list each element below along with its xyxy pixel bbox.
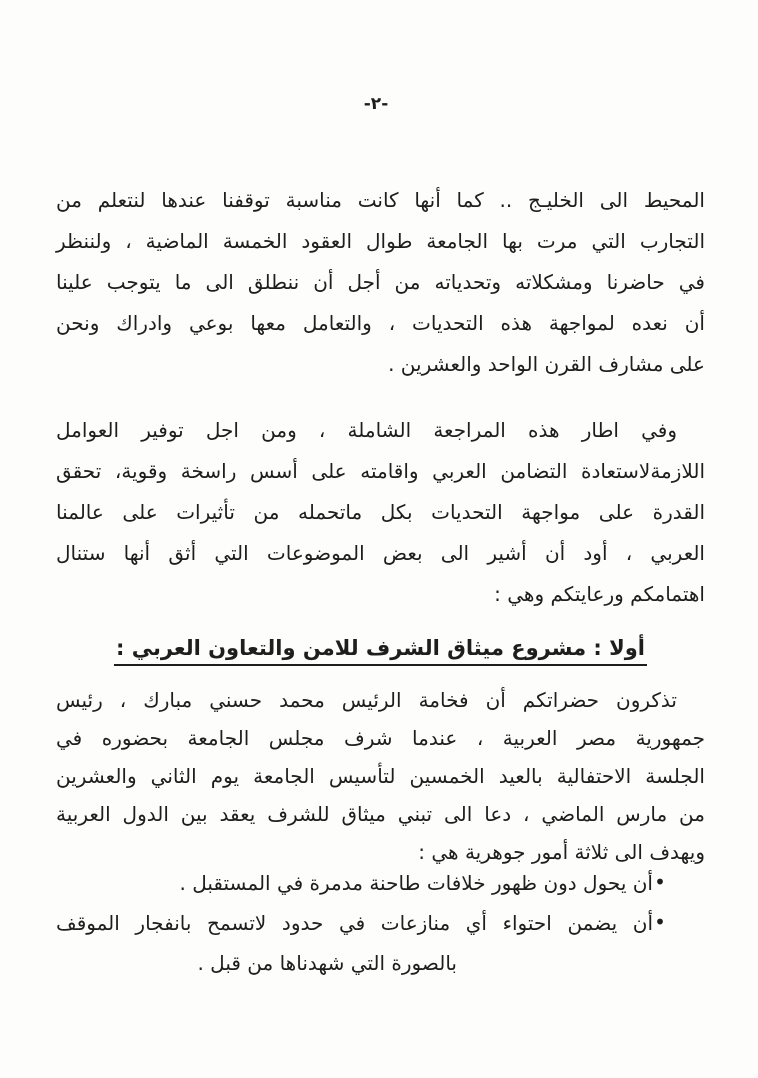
text-line: المحيط الى الخليـج .. كما أنها كانت مناسبة توقفنا عندها لنتعلم من xyxy=(56,188,705,212)
bullet-dot-icon: • xyxy=(654,870,666,894)
page-number: -٢- xyxy=(363,94,389,114)
text-line: ويهدف الى ثلاثة أمور جوهرية هي : xyxy=(418,840,705,864)
bullet-text: أن يضمن احتواء أي منازعات في حدود لاتسمح بانفجار الموقف xyxy=(56,911,653,935)
text-line: من مارس الماضي ، دعا الى تبني ميثاق للشرف يعقد بين الدول العربية xyxy=(56,802,705,826)
text-line: وفي اطار هذه المراجعة الشاملة ، ومن اجل توفير العوامل xyxy=(56,418,677,442)
text-line: العربي ، أود أن أشير الى بعض الموضوعات التي أثق أنها ستنال xyxy=(56,541,705,565)
text-line: القدرة على مواجهة التحديات بكل ماتحمله من تأثيرات على عالمنا xyxy=(56,500,705,524)
bullet-list xyxy=(56,866,705,986)
section-heading: أولا : مشروع ميثاق الشرف للامن والتعاون العربي : xyxy=(114,636,647,666)
bullet-item xyxy=(56,866,705,906)
text-line: جمهورية مصر العربية ، عندما شرف مجلس الجامعة بحضوره في xyxy=(56,726,705,750)
paragraph-2 xyxy=(56,413,705,618)
text-line: أن نعده لمواجهة هذه التحديات ، والتعامل معها بوعي وادراك ونحن xyxy=(56,311,705,335)
text-line: اهتمامكم ورعايتكم وهي : xyxy=(494,582,705,606)
text-line: الجلسة الاحتفالية بالعيد الخمسين لتأسيس الجامعة يوم الثاني والعشرين xyxy=(56,764,705,788)
bullet-dot-icon: • xyxy=(654,910,666,934)
text-line: اللازمةلاستعادة التضامن العربي واقامته على أسس راسخة وقوية، تحقق xyxy=(56,459,705,483)
paragraph-1 xyxy=(56,183,705,388)
text-line: التجارب التي مرت بها الجامعة طوال العقود الخمسة الماضية ، ولننظر xyxy=(56,229,705,253)
text-line: في حاضرنا ومشكلاته وتحدياته من أجل أن ننطلق الى ما يتوجب علينا xyxy=(56,270,705,294)
bullet-item xyxy=(56,906,705,946)
bullet-text: أن يحول دون ظهور خلافات طاحنة مدمرة في المستقبل . xyxy=(179,871,653,895)
paragraph-3 xyxy=(56,683,705,873)
bullet-continuation-line: بالصورة التي شهدناها من قبل . xyxy=(197,951,457,975)
text-line: تذكرون حضراتكم أن فخامة الرئيس محمد حسني مبارك ، رئيس xyxy=(56,688,677,712)
text-line: على مشارف القرن الواحد والعشرين . xyxy=(388,352,705,376)
section-heading-row xyxy=(56,636,705,666)
